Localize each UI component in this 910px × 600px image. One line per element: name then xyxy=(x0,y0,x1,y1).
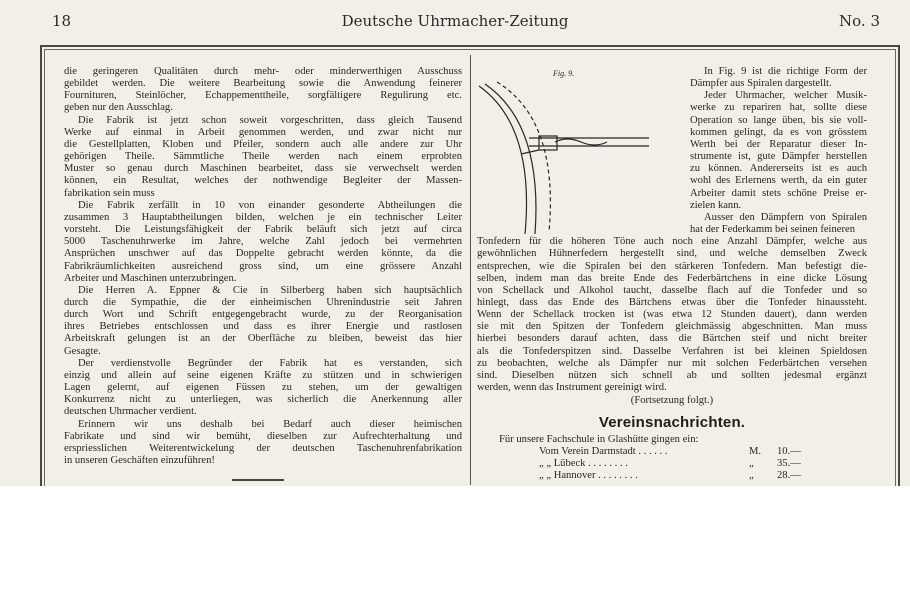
section-end-rule xyxy=(232,479,284,481)
donation-row xyxy=(477,446,867,458)
donation-row xyxy=(477,470,867,482)
figure-label: Fig. 9. xyxy=(553,69,575,78)
text-line: gebildet werden. Die weitere Bearbeitung sowie die Anwendung feinerer xyxy=(64,78,462,90)
donation-label: „ „ Hannover . . . . . . . . xyxy=(539,469,638,481)
spiral-damper xyxy=(555,139,607,145)
text-line: die geringeren Qualitäten durch mehr- oder minderwerthigen Ausschuss xyxy=(64,66,462,77)
text-line: Arbeiter und Maschinen unterzubringen. xyxy=(64,272,237,284)
text-line: wohl des Erlernens werth, da ein guter xyxy=(690,175,867,187)
column-divider xyxy=(470,55,471,485)
text-line: selben, indem man das breite Ende des Federbärtchens in eine dicke Lösung xyxy=(477,272,867,284)
donation-row xyxy=(477,458,867,470)
right-column xyxy=(477,66,867,482)
text-line: Die Fabrik ist jetzt schon soweit vorgeschritten, dass gleich Tausend xyxy=(78,114,462,126)
text-line: Muster so genau durch Maschinen bearbeitet, dass sie verwechselt werden xyxy=(64,163,462,175)
text-line: werke zu repariren hat, sollte diese xyxy=(690,102,867,114)
paragraph xyxy=(64,285,462,358)
section-heading-vereinsnachrichten: Vereinsnachrichten. xyxy=(598,414,746,432)
text-line: Tonfedern für die höheren Töne auch noch eine Anzahl Dämpfer, welche aus xyxy=(477,236,867,248)
text-line: in unseren Geschäften einzuführen! xyxy=(64,455,215,466)
donation-amount: 28.— xyxy=(777,469,801,481)
paragraph xyxy=(64,419,462,468)
text-line: gewöhnlichen Hühnerfedern hergestellt sind, und welche demselben Zweck xyxy=(477,248,867,260)
text-line: Die Herren A. Eppner & Cie in Silberberg haben sich hauptsächlich xyxy=(78,284,462,296)
newspaper-title: Deutsche Uhrmacher-Zeitung xyxy=(341,12,569,30)
text-line: Wenn der Schellack trocken ist (was etwa 12 Stunden dauert), dann werden xyxy=(477,309,867,321)
text-line: hierbei besonders darauf achten, dass die Bärtchen steif und nicht breiter xyxy=(477,333,867,345)
paragraph xyxy=(64,358,462,419)
text-line: einzig und allein auf seine eigenen Kräfte zu stützen und in schwierigen xyxy=(64,369,462,381)
text-line: zielen kann. xyxy=(690,199,742,211)
text-line: Dämpfer aus Spiralen dargestellt. xyxy=(690,78,832,90)
text-line: ihres Betriebes entschlossen und dass es ihrer Energie und rastlosen xyxy=(64,321,462,333)
text-line: hinlegt, dass das Ende des Bärtchens etwas über die Tonfeder hinaussteht. xyxy=(477,296,867,308)
text-line: geben nur den Ausschlag. xyxy=(64,102,173,114)
text-line: Lagen gelernt, auf eigenen Füssen zu stehen, um der gewaltigen xyxy=(64,382,462,394)
text-line: vorsteht. Die Leistungsfähigkeit der Fabrik beläuft sich jetzt auf circa xyxy=(64,224,462,236)
text-line: fabrikation sein muss xyxy=(64,187,155,199)
continuation-note: (Fortsetzung folgt.) xyxy=(630,395,714,407)
cylinder-inner-arc xyxy=(485,84,536,234)
issue-number: No. 3 xyxy=(839,12,880,30)
donation-currency: M. xyxy=(749,445,762,457)
text-line: die Gestellplatten, Kloben und Pfeiler, sondern auch alle andere zur Uhr xyxy=(64,138,462,150)
text-line: von Schellack und Alkohol taucht, dasselbe flach auf die Tonfeder und so xyxy=(477,284,867,296)
text-line: Operation so lange üben, bis sie voll- xyxy=(690,114,867,126)
text-line: können, ein Resultat, welches der nothwendige Begleiter der Massen- xyxy=(64,175,462,187)
donation-label: „ „ Lübeck . . . . . . . . xyxy=(539,457,628,469)
text-below-figure xyxy=(477,236,867,394)
page-number: 18 xyxy=(52,12,72,30)
text-line: Konkurrenz nicht zu unterliegen, was sicherlich die Anerkennung aller xyxy=(64,394,462,406)
text-line: sind. Dieselben nützen sich schnell ab und sollten jedesmal ergänzt xyxy=(477,369,867,381)
text-line: werden, wenn das Instrument gereinigt wird. xyxy=(477,382,667,394)
donations-intro: Für unsere Fachschule in Glashütte gingen ein: xyxy=(499,433,699,445)
donation-amount: 35.— xyxy=(777,457,801,469)
text-line: Fournituren, Steinlöcher, Echappementtheile, sorgfältigere Regulirung etc. xyxy=(64,90,462,102)
text-line: Die Fabrik zerfällt in 10 von einander gesonderte Abtheilungen die xyxy=(78,199,462,211)
text-line: Ansprüchen unschwer auf das Doppelte gebracht werden könnte, da die xyxy=(64,248,462,260)
paragraph xyxy=(64,115,462,200)
text-line: durch die Sympathie, die der einheimischen Uhrenindustrie seit Jahren xyxy=(64,296,462,308)
text-line: Gesagte. xyxy=(64,345,101,357)
text-line: Fabrikate und sind wir bemüht, dieselben zur Aufrechterhaltung und xyxy=(64,430,462,442)
paragraph xyxy=(64,200,462,285)
donation-currency: „ xyxy=(749,469,754,481)
text-line: Erinnern wir uns deshalb bei Bedarf auch dieser heimischen xyxy=(78,418,462,430)
text-line: deutschen Uhrmacher verdient. xyxy=(64,406,197,418)
text-line: Ausser den Dämpfern von Spiralen xyxy=(704,211,867,223)
donation-currency: „ xyxy=(749,457,754,469)
text-line: strumente ist, gute Dämpfer herstellen xyxy=(690,151,867,163)
donation-list xyxy=(477,446,867,482)
text-line: entsprechen, wie die Spiralen bei den stärkeren Tonfedern. Man befestigt die- xyxy=(477,260,867,272)
text-line: Werke auf einmal in Arbeit genommen werden, und zwar nicht nur xyxy=(64,126,462,138)
cylinder-outer-arc xyxy=(479,86,527,234)
text-line: Der verdienstvolle Begründer der Fabrik hat es verstanden, sich xyxy=(78,357,462,369)
figure-9 xyxy=(477,66,682,234)
text-line: In Fig. 9 ist die richtige Form der xyxy=(704,66,867,77)
text-line: Fabrikräumlichkeiten ausreichend gross sind, um eine grössere Anzahl xyxy=(64,260,462,272)
text-line: 5000 Taschenuhrwerke im Jahre, welche Zahl jedoch bei vermehrten xyxy=(64,236,462,248)
damper-diagram xyxy=(477,76,682,234)
text-line: als die Tonfederspitzen sind. Dasselbe Verfahren ist bei kleinen Spieldosen xyxy=(477,345,867,357)
text-line: gehörigen Theile. Sämmtliche Theile werden nach einem erprobten xyxy=(64,151,462,163)
text-line: durch Wort und Schrift entgegengebracht wurde, zu der Reorganisation xyxy=(64,309,462,321)
text-line: hat der Federkamm bei seinen feineren xyxy=(690,224,856,236)
text-line: kommen gelingt, da es von grösstem xyxy=(690,126,867,138)
text-line: zu beobachten, welche als Dämpfer nur mit solchen Federbärtchen versehen xyxy=(477,357,867,369)
text-line: erspriesslichen Weiterentwickelung der deutschen Taschenuhrenfabrikation xyxy=(64,442,462,454)
text-line: Arbeiter damit stets schöne Preise er- xyxy=(690,187,867,199)
text-line: Werth bei der Reparatur dieser In- xyxy=(690,138,867,150)
donation-amount: 10.— xyxy=(777,445,801,457)
paragraph xyxy=(64,66,462,115)
text-line: zu können. Andererseits ist es auch xyxy=(690,163,867,175)
text-line: zusammen 3 Hauptabtheilungen bilden, welchen je ein technischer Leiter xyxy=(64,211,462,223)
text-line: Jeder Uhrmacher, welcher Musik- xyxy=(704,90,867,102)
donation-label: Vom Verein Darmstadt . . . . . . xyxy=(539,445,668,457)
left-column xyxy=(64,66,462,467)
text-line: sie mit den Spitzen der Tonfedern gleichmässig abgeschnitten. Man muss xyxy=(477,321,867,333)
cylinder-dashed-arc xyxy=(497,82,550,232)
text-line: Arbeitskraft gelungen ist an der Oberfläche zu bleiben, beweist das hier xyxy=(64,333,462,345)
